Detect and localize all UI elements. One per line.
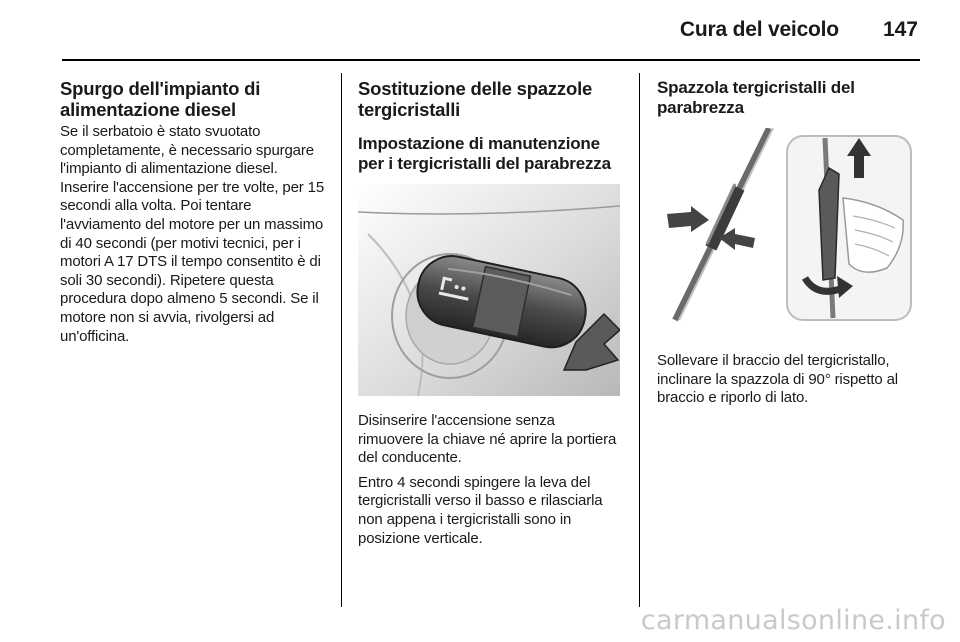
wiper-lever-illustration bbox=[358, 184, 620, 396]
section-title: Cura del veicolo bbox=[679, 18, 839, 41]
column-wiper-replacement bbox=[358, 78, 624, 548]
column-divider-2 bbox=[639, 73, 640, 607]
page-header bbox=[680, 18, 918, 48]
column-diesel-bleeding bbox=[60, 78, 330, 346]
wiper-blade-illustration bbox=[657, 128, 919, 338]
wiper-step-1: Disinserire l'accensione senza rimuovere la chiave né aprire la portiera del conducente. bbox=[358, 412, 617, 467]
page-number: 147 bbox=[882, 18, 918, 41]
header-rule bbox=[62, 59, 920, 61]
wiper-blade-subheading: Spazzola tergicristalli del parabrezza bbox=[657, 78, 855, 117]
diesel-bleeding-heading: Spurgo dell'impianto di alimentazione diesel bbox=[60, 78, 261, 120]
wiper-blade-body: Sollevare il braccio del tergicristallo, inclinare la spazzola di 90° rispetto al braccio e riporlo di lato. bbox=[657, 352, 898, 407]
diesel-bleeding-body: Se il serbatoio è stato svuotato completamente, è necessario spurgare l'impianto di alimentazione diesel. Inserire l'accensione per tre volte, per 15 secondi alla volta. Poi tentare l'avviamento del motore per un massimo di 40 secondi (per motivi tecnici, per i motori A 17 DTS il tempo consentito è di soli 30 secondi). Ripetere questa procedura dopo almeno 5 secondi. Se il motore non si avvia, rivolgersi ad un'officina. bbox=[60, 123, 325, 345]
wiper-step-2: Entro 4 secondi spingere la leva del tergicristalli verso il basso e rilasciarla non appena i tergicristalli sono in posizione verticale. bbox=[358, 473, 603, 547]
column-wiper-blade bbox=[657, 78, 923, 408]
column-divider-1 bbox=[341, 73, 342, 607]
wiper-replacement-heading: Sostituzione delle spazzole tergicristalli bbox=[358, 78, 593, 120]
watermark: carmanualsonline.info bbox=[640, 605, 946, 636]
maintenance-setting-subheading: Impostazione di manutenzione per i tergicristalli del parabrezza bbox=[358, 134, 611, 173]
